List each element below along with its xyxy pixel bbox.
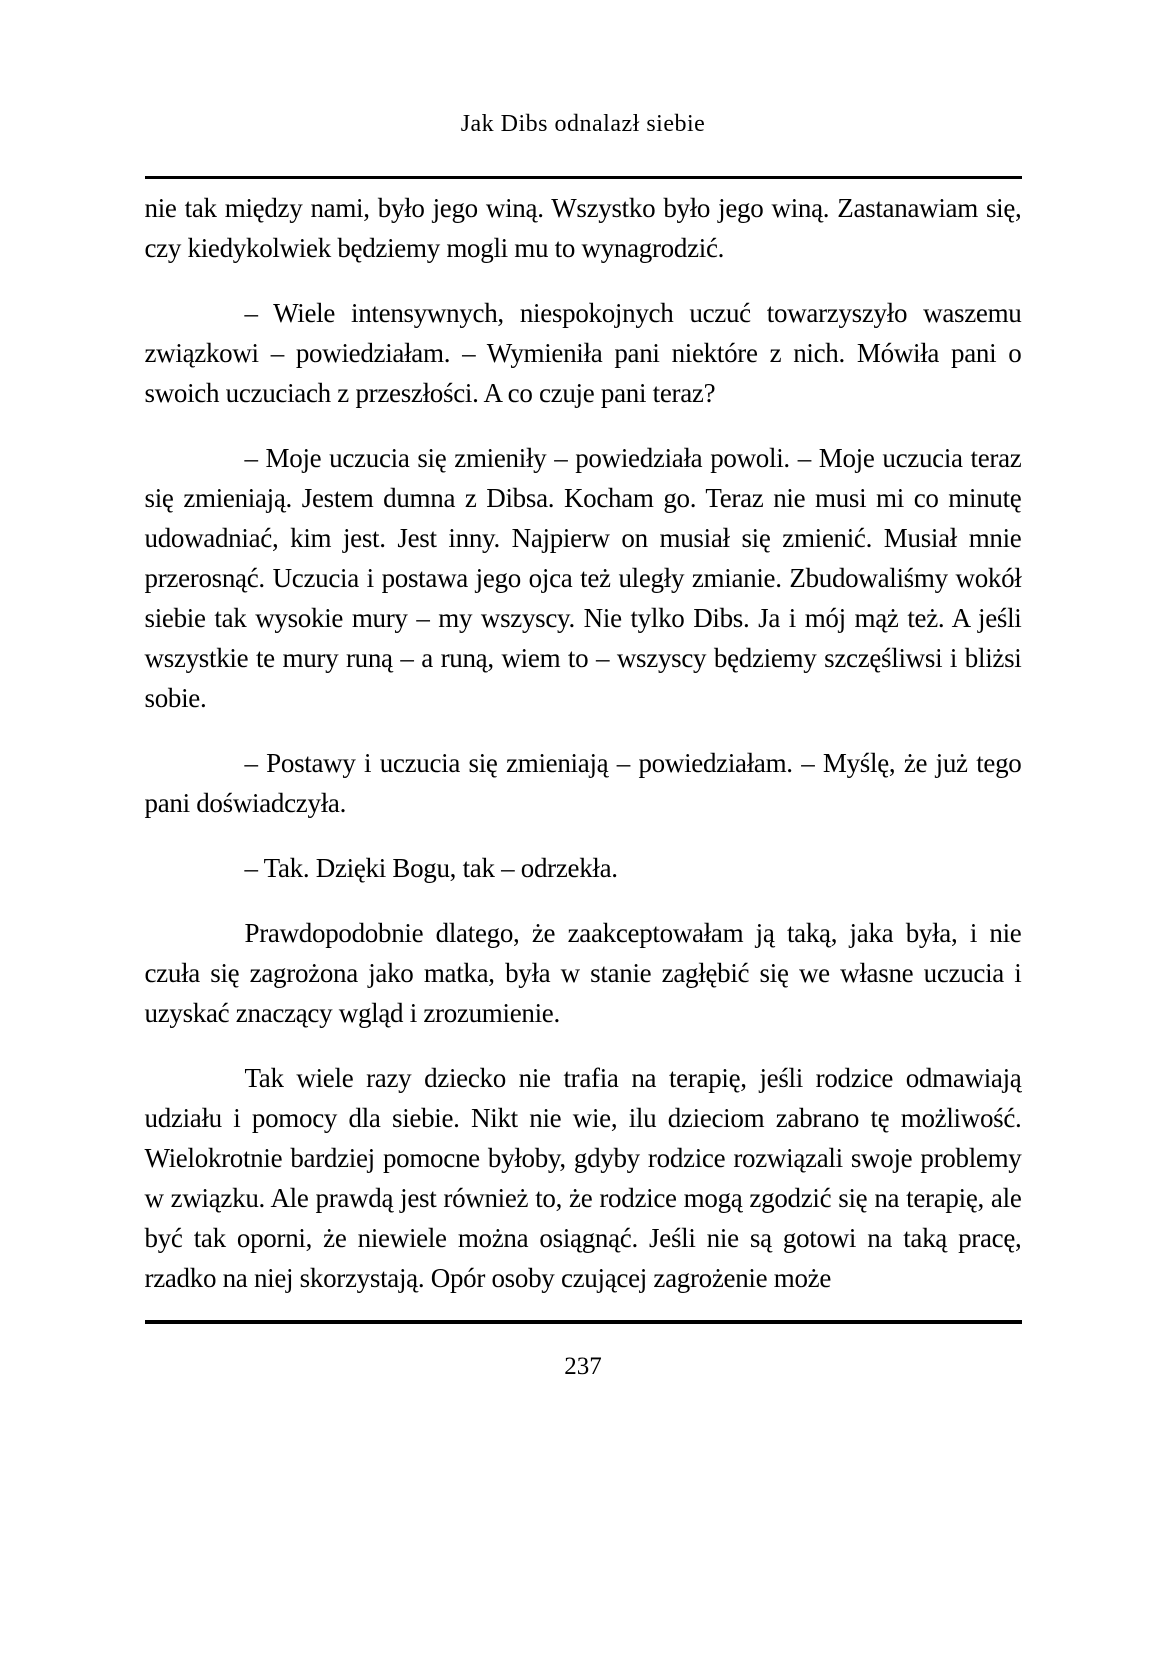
text-column <box>145 0 1022 1382</box>
body-text <box>145 188 1022 1298</box>
page-number: 237 <box>564 1353 602 1380</box>
paragraph: nie tak między nami, było jego winą. Wszystko było jego winą. Zastanawiam się, czy kiedykolwiek będziemy mogli mu to wynagrodzić. <box>144 193 1022 263</box>
paragraph: – Wiele intensywnych, niespokojnych uczuć towarzyszyło waszemu związkowi – powiedziałam. – Wymieniła pani niektóre z nich. Mówiła pani o swoich uczuciach z przeszłości. A co czuje pani teraz? <box>144 298 1022 408</box>
paragraph: – Tak. Dzięki Bogu, tak – odrzekła. <box>244 853 618 883</box>
paragraph: – Postawy i uczucia się zmieniają – powiedziałam. – Myślę, że już tego pani doświadczyła. <box>144 748 1022 818</box>
paragraph: – Moje uczucia się zmieniły – powiedziała powoli. – Moje uczucia teraz się zmieniają. Jestem dumna z Dibsa. Kocham go. Teraz nie musi mi co minutę udowadniać, kim jest. Jest inny. Najpierw on musiał się zmienić. Musiał mnie przerosnąć. Uczucia i postawa jego ojca też uległy zmianie. Zbudowaliśmy wokół siebie tak wysokie mury – my wszyscy. Nie tylko Dibs. Ja i mój mąż też. A jeśli wszystkie te mury runą – a runą, wiem to – wszyscy będziemy szczęśliwsi i bliżsi sobie. <box>144 443 1022 713</box>
footer-rule-divider <box>145 1320 1022 1324</box>
running-header-title: Jak Dibs odnalazł siebie <box>460 111 706 137</box>
header-rule-divider <box>145 176 1022 179</box>
paragraph: Prawdopodobnie dlatego, że zaakceptowałam ją taką, jaka była, i nie czuła się zagrożona jako matka, była w stanie zagłębić się we własne uczucia i uzyskać znaczący wgląd i zrozumienie. <box>144 918 1022 1028</box>
paragraph: Tak wiele razy dziecko nie trafia na terapię, jeśli rodzice odmawiają udziału i pomocy dla siebie. Nikt nie wie, ilu dzieciom zabrano tę możliwość. Wielokrotnie bardziej pomocne byłoby, gdyby rodzice rozwiązali swoje problemy w związku. Ale prawdą jest również to, że rodzice mogą zgodzić się na terapię, ale być tak oporni, że niewiele można osiągnąć. Jeśli nie są gotowi na taką pracę, rzadko na niej skorzystają. Opór osoby czującej zagrożenie może <box>144 1063 1022 1293</box>
